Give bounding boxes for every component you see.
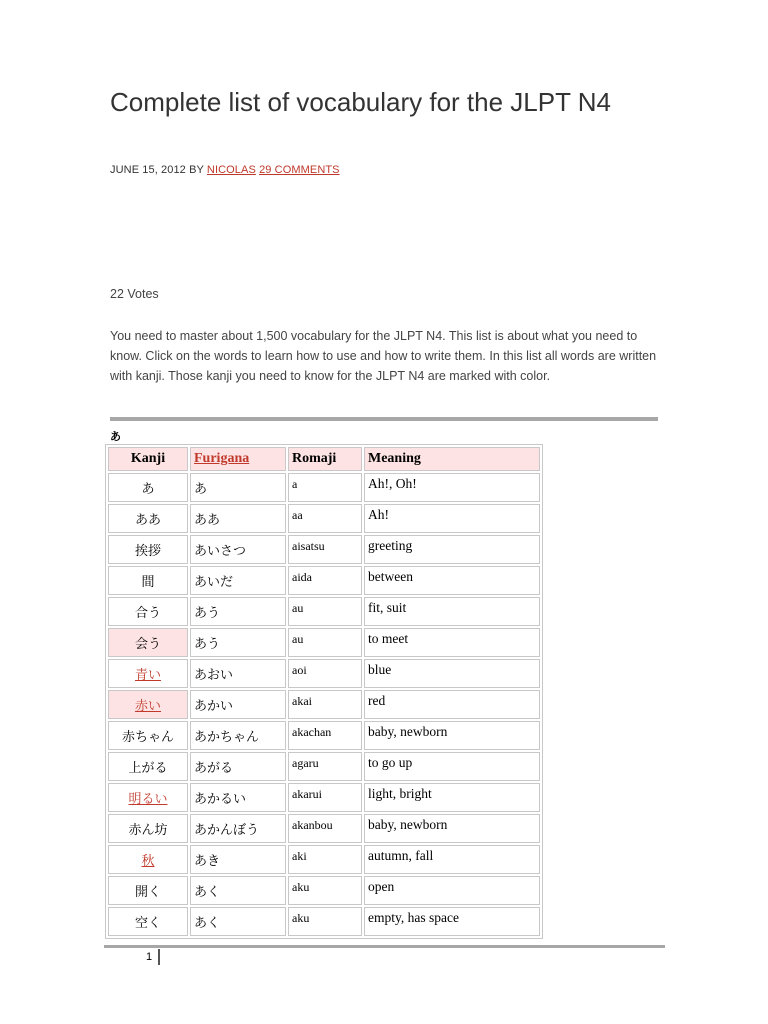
- author-link[interactable]: NICOLAS: [206, 164, 256, 176]
- table-row: [108, 504, 540, 533]
- table-row: [108, 566, 540, 595]
- kanji-link[interactable]: 明るい: [128, 792, 168, 807]
- romaji-cell: akanbou: [288, 814, 362, 843]
- meaning-cell: blue: [364, 659, 540, 688]
- kanji-cell: [108, 845, 188, 874]
- furigana-cell: あく: [190, 907, 286, 936]
- furigana-cell: あかんぼう: [190, 814, 286, 843]
- comments-link[interactable]: 29 COMMENTS: [259, 164, 340, 176]
- romaji-cell: aida: [288, 566, 362, 595]
- romaji-cell: akai: [288, 690, 362, 719]
- kanji-cell: ああ: [108, 504, 188, 533]
- furigana-cell: ああ: [190, 504, 286, 533]
- meaning-cell: baby, newborn: [364, 721, 540, 750]
- table-row: [108, 597, 540, 626]
- kanji-cell: あ: [108, 473, 188, 502]
- meaning-cell: Ah!: [364, 504, 540, 533]
- kanji-cell: 上がる: [108, 752, 188, 781]
- romaji-cell: akarui: [288, 783, 362, 812]
- table-row: [108, 535, 540, 564]
- furigana-cell: あう: [190, 628, 286, 657]
- furigana-cell: あおい: [190, 659, 286, 688]
- meaning-cell: open: [364, 876, 540, 905]
- romaji-cell: aku: [288, 907, 362, 936]
- kanji-cell: 挨拶: [108, 535, 188, 564]
- meaning-cell: greeting: [364, 535, 540, 564]
- meaning-cell: to meet: [364, 628, 540, 657]
- meaning-cell: red: [364, 690, 540, 719]
- furigana-cell: あく: [190, 876, 286, 905]
- table-row: [108, 473, 540, 502]
- table-row: [108, 752, 540, 781]
- kanji-link[interactable]: 赤い: [134, 699, 161, 714]
- furigana-link[interactable]: Furigana: [194, 451, 250, 466]
- romaji-cell: aa: [288, 504, 362, 533]
- meaning-cell: baby, newborn: [364, 814, 540, 843]
- section-letter: あ: [110, 430, 121, 443]
- kanji-cell: [108, 659, 188, 688]
- table-row: [108, 814, 540, 843]
- furigana-cell: あ: [190, 473, 286, 502]
- table-row: [108, 783, 540, 812]
- romaji-cell: a: [288, 473, 362, 502]
- intro-paragraph: You need to master about 1,500 vocabulary for the JLPT N4. This list is about what you need to know. Click on the words to learn how to use and how to write them. In this list all words are written with kanji. Those kanji you need to know for the JLPT N4 are marked with color.: [110, 329, 657, 383]
- meaning-cell: light, bright: [364, 783, 540, 812]
- romaji-cell: aki: [288, 845, 362, 874]
- kanji-cell: [108, 783, 188, 812]
- table-row: [108, 690, 540, 719]
- post-by: BY: [189, 164, 204, 176]
- header-kanji: Kanji: [108, 447, 188, 471]
- kanji-cell: [108, 690, 188, 719]
- meaning-cell: fit, suit: [364, 597, 540, 626]
- romaji-cell: akachan: [288, 721, 362, 750]
- votes-count: 22 Votes: [110, 287, 159, 301]
- furigana-cell: あかちゃん: [190, 721, 286, 750]
- meaning-cell: between: [364, 566, 540, 595]
- furigana-cell: あかい: [190, 690, 286, 719]
- kanji-cell: 開く: [108, 876, 188, 905]
- romaji-cell: aoi: [288, 659, 362, 688]
- table-header-row: [108, 447, 540, 471]
- article-title: Complete list of vocabulary for the JLPT N4: [110, 87, 611, 117]
- kanji-cell: 赤ちゃん: [108, 721, 188, 750]
- furigana-cell: あいだ: [190, 566, 286, 595]
- furigana-cell: あがる: [190, 752, 286, 781]
- meaning-cell: Ah!, Oh!: [364, 473, 540, 502]
- kanji-cell: 赤ん坊: [108, 814, 188, 843]
- romaji-cell: au: [288, 628, 362, 657]
- kanji-link[interactable]: 秋: [141, 854, 155, 869]
- table-row: [108, 659, 540, 688]
- kanji-cell: 会う: [108, 628, 188, 657]
- romaji-cell: aku: [288, 876, 362, 905]
- kanji-cell: 間: [108, 566, 188, 595]
- table-row: [108, 876, 540, 905]
- romaji-cell: au: [288, 597, 362, 626]
- header-meaning: Meaning: [364, 447, 540, 471]
- furigana-cell: あき: [190, 845, 286, 874]
- header-romaji: Romaji: [288, 447, 362, 471]
- furigana-cell: あいさつ: [190, 535, 286, 564]
- post-meta: [110, 164, 340, 176]
- table-row: [108, 721, 540, 750]
- romaji-cell: agaru: [288, 752, 362, 781]
- romaji-cell: aisatsu: [288, 535, 362, 564]
- table-row: [108, 845, 540, 874]
- divider-top: [110, 417, 658, 421]
- header-furigana: [190, 447, 286, 471]
- page-number-bar: [158, 949, 160, 965]
- page-number: 1: [146, 951, 153, 963]
- table-row: [108, 907, 540, 936]
- furigana-cell: あう: [190, 597, 286, 626]
- kanji-cell: 空く: [108, 907, 188, 936]
- meaning-cell: empty, has space: [364, 907, 540, 936]
- table-row: [108, 628, 540, 657]
- furigana-cell: あかるい: [190, 783, 286, 812]
- post-date: JUNE 15, 2012: [110, 164, 186, 176]
- kanji-link[interactable]: 青い: [134, 668, 161, 683]
- meaning-cell: to go up: [364, 752, 540, 781]
- vocabulary-table: [105, 444, 543, 939]
- meaning-cell: autumn, fall: [364, 845, 540, 874]
- divider-bottom: [104, 945, 665, 948]
- kanji-cell: 合う: [108, 597, 188, 626]
